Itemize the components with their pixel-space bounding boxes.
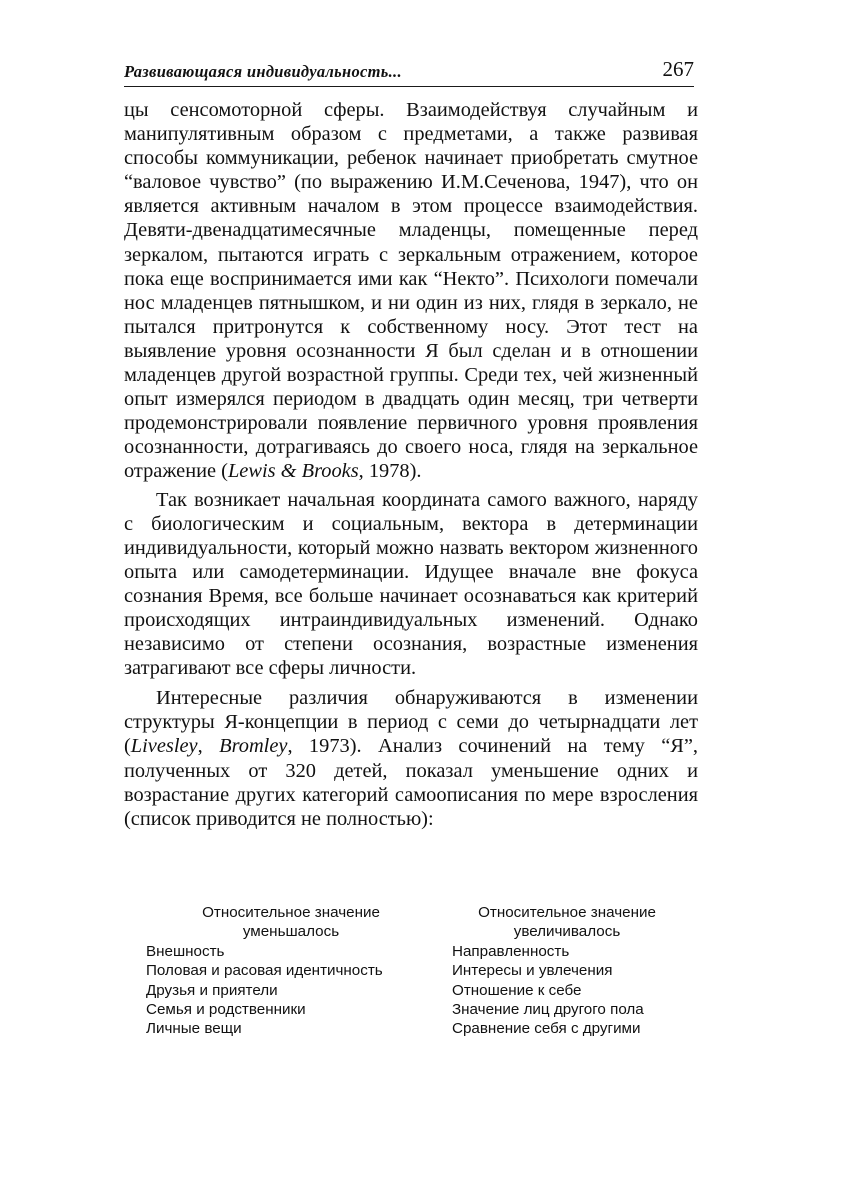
list-item: Значение лиц другого пола <box>452 1001 644 1019</box>
paragraph-3-text-b: , 1973). Анализ сочинений на тему “Я”, полученных от 320 детей, показал уменьшение одних и возрастание других категорий самоописания по мере взросления (список приводится не полностью): <box>124 735 698 830</box>
running-header <box>124 56 694 87</box>
decreased-column-header <box>146 903 436 942</box>
paragraph-3 <box>124 686 698 831</box>
decreased-header-line-2: уменьшалось <box>242 923 340 941</box>
list-item: Друзья и приятели <box>146 981 278 999</box>
list-item: Сравнение себя с другими <box>452 1020 641 1038</box>
list-item: Отношение к себе <box>452 981 582 999</box>
increased-list <box>452 942 702 1039</box>
decreased-header-line-1: Относительное значение <box>202 904 380 921</box>
paragraph-1 <box>124 98 698 484</box>
citation-author-2: Bromley <box>219 735 288 758</box>
paragraph-3-text-a: Интересные различия обнаруживаются в изменении структуры Я-концепции в период с семи до четырнадцати лет ( <box>124 687 698 758</box>
list-item: Внешность <box>146 942 225 960</box>
citation-authors: Lewis & Brooks <box>227 460 359 483</box>
list-item: Интересы и увлечения <box>452 962 613 980</box>
page-number: 267 <box>662 57 694 81</box>
list-item: Половая и расовая идентичность <box>146 962 383 980</box>
paragraph-2: Так возникает начальная координата самого важного, наряду с биологическим и социальным, вектора в детерминации индивидуальности, который можно назвать вектором жизненного опыта или самодетерминации. Идущее вначале вне фокуса сознания Время, все больше начинает осознаваться как критерий происходящих интраиндивидуальных изменений. Однако независимо от степени осознания, возрастные изменения затрагивают все сферы личности. <box>124 488 698 680</box>
decreased-list <box>146 942 436 1039</box>
increased-column-header <box>452 903 682 942</box>
increased-header-line-1: Относительное значение <box>478 904 656 921</box>
citation-separator: , <box>197 735 220 758</box>
increased-column <box>452 903 702 1039</box>
running-title: Развивающаяся индивидуальность... <box>124 62 402 81</box>
body-text <box>124 98 698 831</box>
paragraph-1-text: цы сенсомоторной сферы. Взаимодействуя случайным и манипулятивным образом с предметами, а также развивая способы коммуникации, ребенок начинает приобретать смутное “валовое чувство” (по выражению И.М.Сеченова, 1947), что он является активным началом в этом процессе взаимодействия. Девяти-двенадцатимесячные младенцы, помещенные перед зеркалом, пытаются играть с зеркальным отражением, которое пока еще воспринимается ими как “Некто”. Психологи помечали нос младенцев пятнышком, и ни один из них, глядя в зеркало, не пытался притронутся к собственному носу. Этот тест на выявление уровня осознанности Я был сделан и в отношении младенцев другой возрастной группы. Среди тех, чей жизненный опыт измерялся периодом в двадцать один месяц, три четверти продемонстрировали появление первичного уровня проявления осознанности, дотрагиваясь до своего носа, глядя на зеркальное отражение ( <box>124 99 698 483</box>
increased-header-line-2: увеличивалось <box>513 923 621 941</box>
citation-author-1: Livesley <box>130 735 198 758</box>
list-item: Семья и родственники <box>146 1001 306 1019</box>
list-item: Направленность <box>452 942 570 960</box>
citation-year: , 1978). <box>358 460 422 483</box>
decreased-column <box>146 903 436 1039</box>
list-item: Личные вещи <box>146 1020 242 1038</box>
